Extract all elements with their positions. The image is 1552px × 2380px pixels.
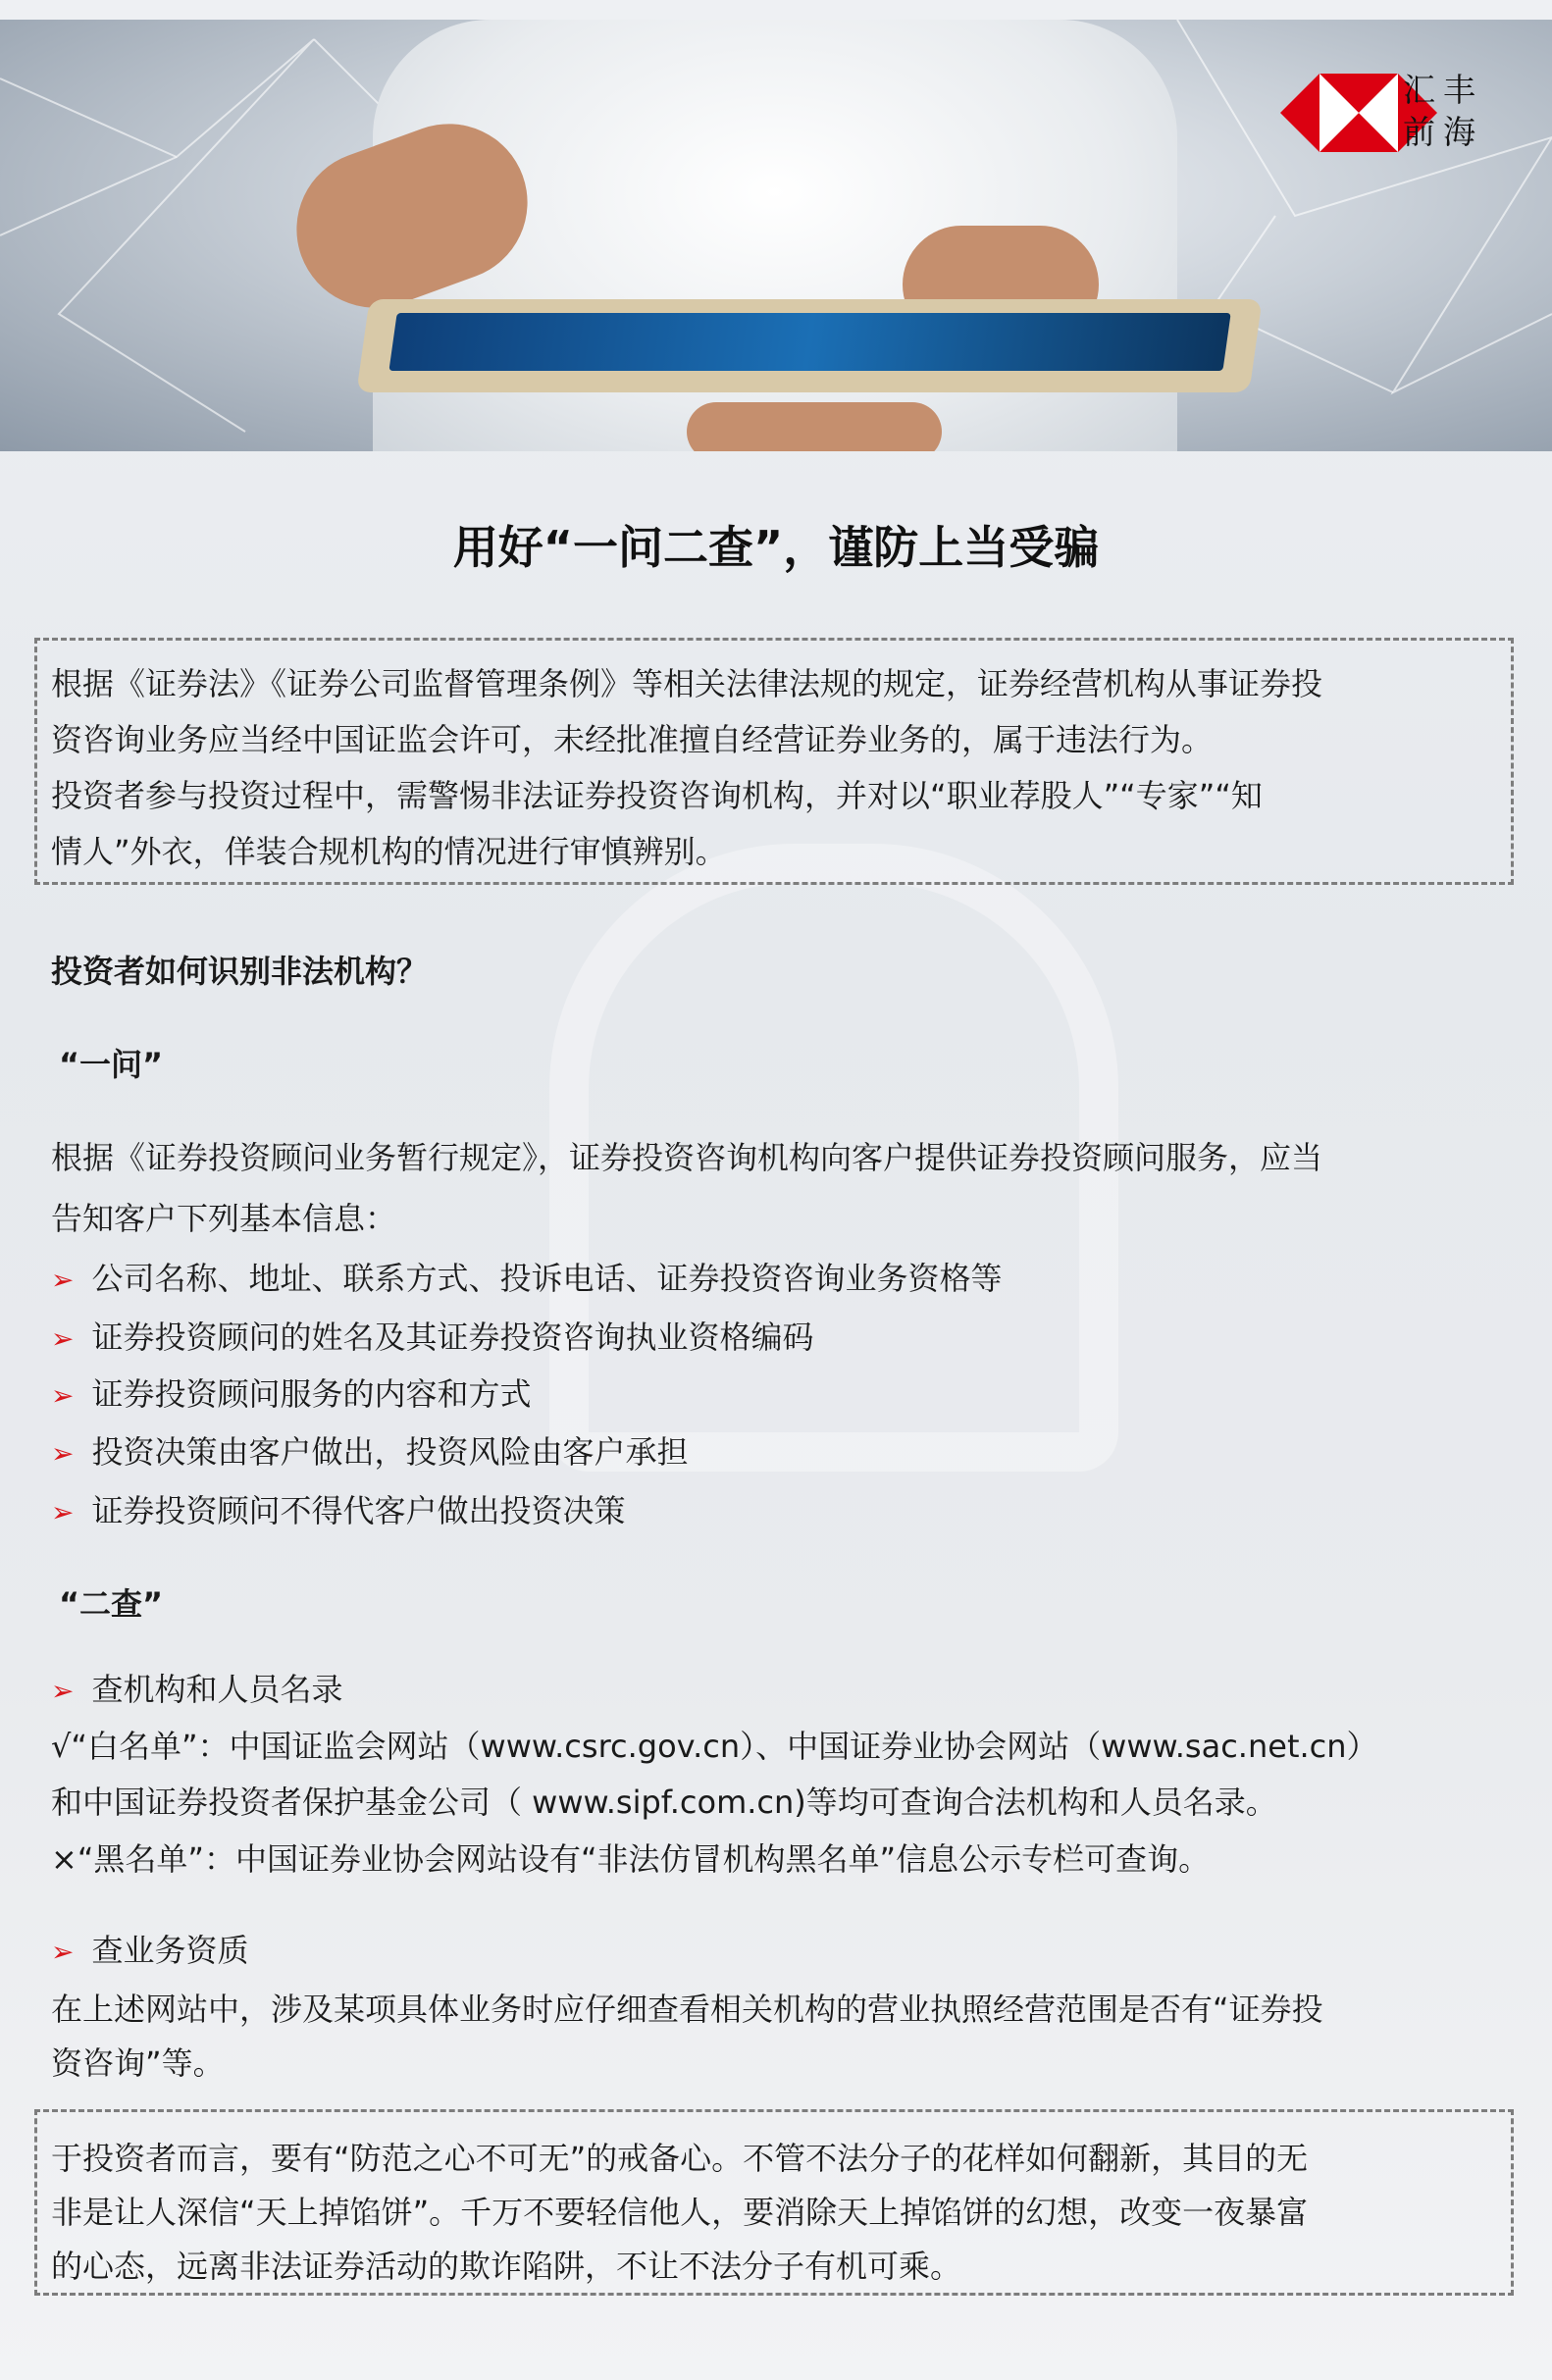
bullet-text: 证券投资顾问的姓名及其证券投资咨询执业资格编码	[91, 1319, 814, 1356]
qualification-line: 在上述网站中，涉及某项具体业务时应仔细查看相关机构的营业执照经营范围是否有“证券投	[51, 1991, 1323, 2028]
intro-line: 情人”外衣，佯装合规机构的情况进行审慎辨别。	[51, 833, 727, 870]
closing-line: 非是让人深信“天上掉馅饼”。千万不要轻信他人，要消除天上掉馅饼的幻想，改变一夜暴富	[51, 2194, 1309, 2231]
ask-bullet	[51, 1427, 688, 1473]
arrow-bullet-icon: ➢	[51, 1496, 75, 1528]
arrow-bullet-icon: ➢	[51, 1379, 75, 1412]
arrow-bullet-icon: ➢	[51, 1437, 75, 1470]
bullet-text: 查机构和人员名录	[91, 1671, 343, 1708]
blacklist-line: ×“黑名单”：中国证券业协会网站设有“非法仿冒机构黑名单”信息公示专栏可查询。	[51, 1840, 1211, 1878]
brand-line1: 汇丰	[1403, 71, 1483, 109]
whitelist-line: 和中国证券投资者保护基金公司（ www.sipf.com.cn)等均可查询合法机构和人员名录。	[51, 1784, 1277, 1821]
bullet-text: 查业务资质	[91, 1932, 249, 1969]
intro-line: 根据《证券法》《证券公司监督管理条例》等相关法律法规的规定，证券经营机构从事证券投	[51, 665, 1323, 702]
arrow-bullet-icon: ➢	[51, 1322, 75, 1355]
ask-bullet	[51, 1254, 1002, 1299]
section-heading: 投资者如何识别非法机构？	[51, 953, 429, 990]
whitelist-line: √“白名单”：中国证监会网站（www.csrc.gov.cn）、中国证券业协会网站（www.sac.net.cn）	[51, 1728, 1378, 1765]
intro-line: 资咨询业务应当经中国证监会许可，未经批准擅自经营证券业务的，属于违法行为。	[51, 721, 1214, 758]
check-bullet	[51, 1926, 248, 1971]
page-title: 用好“一问二查”，谨防上当受骗	[452, 521, 1100, 574]
ask-bullet	[51, 1370, 531, 1415]
check-heading: “二查”	[59, 1585, 164, 1623]
intro-line: 投资者参与投资过程中，需警惕非法证券投资咨询机构，并对以“职业荐股人”“专家”“知	[51, 777, 1263, 814]
ask-bullet	[51, 1313, 813, 1358]
brand-name	[1403, 69, 1483, 153]
ask-para: 根据《证券投资顾问业务暂行规定》，证券投资咨询机构向客户提供证券投资顾问服务，应当	[51, 1139, 1323, 1176]
check-bullet	[51, 1665, 342, 1710]
qualification-line: 资咨询”等。	[51, 2044, 225, 2082]
bullet-text: 证券投资顾问不得代客户做出投资决策	[91, 1492, 626, 1529]
ask-heading: “一问”	[59, 1046, 164, 1083]
ask-bullet	[51, 1486, 625, 1531]
brand-line2: 前海	[1403, 113, 1483, 151]
closing-line: 的心态，远离非法证券活动的欺诈陷阱，不让不法分子有机可乘。	[51, 2248, 962, 2285]
bullet-text: 公司名称、地址、联系方式、投诉电话、证券投资咨询业务资格等	[91, 1260, 1003, 1297]
bullet-text: 投资决策由客户做出，投资风险由客户承担	[91, 1433, 689, 1471]
arrow-bullet-icon: ➢	[51, 1936, 75, 1968]
hand-holding	[687, 402, 942, 451]
closing-line: 于投资者而言，要有“防范之心不可无”的戒备心。不管不法分子的花样如何翻新，其目的无	[51, 2140, 1309, 2177]
arrow-bullet-icon: ➢	[51, 1675, 75, 1707]
arrow-bullet-icon: ➢	[51, 1264, 75, 1296]
tablet-image	[356, 299, 1262, 392]
ask-para: 告知客户下列基本信息：	[51, 1200, 397, 1237]
bullet-text: 证券投资顾问服务的内容和方式	[91, 1375, 532, 1413]
